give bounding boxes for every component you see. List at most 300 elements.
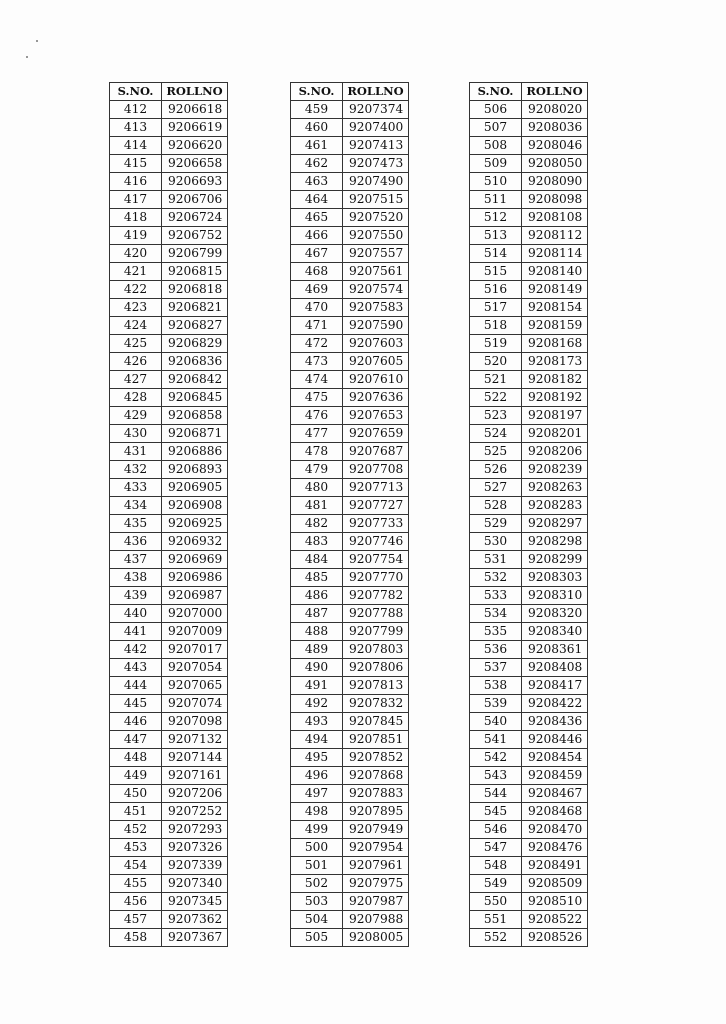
sno-cell: 484	[291, 551, 343, 569]
sno-cell: 533	[470, 587, 522, 605]
rollno-cell: 9208509	[522, 875, 588, 893]
table-row	[110, 857, 228, 875]
sno-cell: 415	[110, 155, 162, 173]
scan-speck	[36, 40, 38, 42]
rollno-cell: 9207132	[162, 731, 228, 749]
rollno-header: ROLLNO	[162, 83, 228, 101]
sno-cell: 487	[291, 605, 343, 623]
table-row	[110, 443, 228, 461]
sno-cell: 499	[291, 821, 343, 839]
rollno-cell: 9206908	[162, 497, 228, 515]
rollno-cell: 9206842	[162, 371, 228, 389]
rollno-cell: 9207161	[162, 767, 228, 785]
rollno-cell: 9208446	[522, 731, 588, 749]
rollno-cell: 9207374	[343, 101, 409, 119]
sno-cell: 514	[470, 245, 522, 263]
table-row	[110, 803, 228, 821]
sno-cell: 442	[110, 641, 162, 659]
table-row	[110, 623, 228, 641]
rollno-cell: 9207326	[162, 839, 228, 857]
table-row	[470, 137, 588, 155]
table-row	[291, 407, 409, 425]
table-body	[110, 101, 228, 947]
sno-cell: 540	[470, 713, 522, 731]
sno-cell: 511	[470, 191, 522, 209]
rollno-cell: 9206969	[162, 551, 228, 569]
table-row	[470, 155, 588, 173]
rollno-cell: 9207603	[343, 335, 409, 353]
table-row	[291, 173, 409, 191]
sno-cell: 524	[470, 425, 522, 443]
table-row	[291, 263, 409, 281]
rollno-cell: 9207806	[343, 659, 409, 677]
table-row	[470, 479, 588, 497]
table-row	[291, 227, 409, 245]
sno-cell: 509	[470, 155, 522, 173]
sno-cell: 413	[110, 119, 162, 137]
sno-cell: 529	[470, 515, 522, 533]
table-row	[470, 677, 588, 695]
table-row	[110, 911, 228, 929]
rollno-cell: 9208526	[522, 929, 588, 947]
table-row	[110, 821, 228, 839]
rollno-cell: 9207713	[343, 479, 409, 497]
rollno-header: ROLLNO	[343, 83, 409, 101]
table-row	[291, 425, 409, 443]
sno-cell: 503	[291, 893, 343, 911]
table-row	[470, 281, 588, 299]
sno-cell: 502	[291, 875, 343, 893]
sno-cell: 478	[291, 443, 343, 461]
table-row	[110, 587, 228, 605]
table-row	[110, 605, 228, 623]
sno-cell: 474	[291, 371, 343, 389]
rollno-cell: 9206815	[162, 263, 228, 281]
table-row	[470, 569, 588, 587]
rollno-cell: 9208510	[522, 893, 588, 911]
rollno-cell: 9206752	[162, 227, 228, 245]
rollno-cell: 9207813	[343, 677, 409, 695]
table-row	[470, 209, 588, 227]
table-row	[110, 497, 228, 515]
sno-cell: 479	[291, 461, 343, 479]
table-row	[470, 893, 588, 911]
rollno-cell: 9207252	[162, 803, 228, 821]
table-row	[470, 731, 588, 749]
table-row	[470, 767, 588, 785]
table-row	[470, 587, 588, 605]
sno-cell: 545	[470, 803, 522, 821]
table-row	[291, 587, 409, 605]
rollno-cell: 9208417	[522, 677, 588, 695]
rollno-cell: 9207883	[343, 785, 409, 803]
rollno-cell: 9208361	[522, 641, 588, 659]
roll-table-1	[109, 82, 228, 947]
table-row	[110, 245, 228, 263]
table-row	[291, 623, 409, 641]
rollno-cell: 9206925	[162, 515, 228, 533]
table-header-row	[110, 83, 228, 101]
rollno-cell: 9207561	[343, 263, 409, 281]
table-row	[470, 425, 588, 443]
table-row	[110, 317, 228, 335]
table-row	[291, 695, 409, 713]
table-row	[110, 713, 228, 731]
sno-cell: 436	[110, 533, 162, 551]
table-row	[291, 335, 409, 353]
rollno-cell: 9207520	[343, 209, 409, 227]
sno-cell: 520	[470, 353, 522, 371]
sno-cell: 537	[470, 659, 522, 677]
sno-cell: 519	[470, 335, 522, 353]
table-row	[470, 785, 588, 803]
rollno-cell: 9207009	[162, 623, 228, 641]
table-row	[110, 335, 228, 353]
table-row	[291, 893, 409, 911]
table-row	[291, 443, 409, 461]
sno-cell: 472	[291, 335, 343, 353]
rollno-cell: 9207054	[162, 659, 228, 677]
rollno-cell: 9208459	[522, 767, 588, 785]
sno-cell: 522	[470, 389, 522, 407]
table-row	[470, 497, 588, 515]
rollno-cell: 9207605	[343, 353, 409, 371]
rollno-cell: 9208436	[522, 713, 588, 731]
table-row	[470, 299, 588, 317]
rollno-cell: 9208036	[522, 119, 588, 137]
rollno-cell: 9207852	[343, 749, 409, 767]
rollno-cell: 9206693	[162, 173, 228, 191]
sno-cell: 546	[470, 821, 522, 839]
sno-cell: 441	[110, 623, 162, 641]
rollno-cell: 9207362	[162, 911, 228, 929]
rollno-cell: 9208320	[522, 605, 588, 623]
sno-cell: 532	[470, 569, 522, 587]
rollno-cell: 9207400	[343, 119, 409, 137]
table-row	[110, 749, 228, 767]
sno-header: S.NO.	[470, 83, 522, 101]
sno-cell: 447	[110, 731, 162, 749]
rollno-cell: 9208298	[522, 533, 588, 551]
table-row	[291, 713, 409, 731]
rollno-cell: 9206986	[162, 569, 228, 587]
sno-cell: 552	[470, 929, 522, 947]
table-row	[470, 317, 588, 335]
sno-cell: 490	[291, 659, 343, 677]
sno-cell: 439	[110, 587, 162, 605]
rollno-cell: 9206658	[162, 155, 228, 173]
sno-cell: 539	[470, 695, 522, 713]
sno-cell: 444	[110, 677, 162, 695]
table-row	[470, 119, 588, 137]
rollno-cell: 9206706	[162, 191, 228, 209]
rollno-cell: 9208297	[522, 515, 588, 533]
table-row	[470, 659, 588, 677]
table-row	[470, 263, 588, 281]
rollno-cell: 9207098	[162, 713, 228, 731]
table-row	[291, 137, 409, 155]
table-row	[291, 731, 409, 749]
sno-cell: 467	[291, 245, 343, 263]
roll-table-2	[290, 82, 409, 947]
rollno-cell: 9207754	[343, 551, 409, 569]
rollno-cell: 9207583	[343, 299, 409, 317]
sno-cell: 504	[291, 911, 343, 929]
sno-cell: 430	[110, 425, 162, 443]
sno-cell: 418	[110, 209, 162, 227]
rollno-cell: 9207473	[343, 155, 409, 173]
table-row	[110, 875, 228, 893]
table-row	[291, 533, 409, 551]
sno-cell: 414	[110, 137, 162, 155]
table-row	[470, 857, 588, 875]
rollno-cell: 9208206	[522, 443, 588, 461]
sno-cell: 475	[291, 389, 343, 407]
sno-cell: 534	[470, 605, 522, 623]
sno-cell: 550	[470, 893, 522, 911]
table-row	[470, 101, 588, 119]
rollno-cell: 9207659	[343, 425, 409, 443]
table-row	[470, 713, 588, 731]
table-row	[110, 263, 228, 281]
rollno-cell: 9208470	[522, 821, 588, 839]
table-row	[110, 371, 228, 389]
sno-cell: 469	[291, 281, 343, 299]
rollno-cell: 9207975	[343, 875, 409, 893]
table-row	[470, 875, 588, 893]
sno-cell: 476	[291, 407, 343, 425]
table-row	[110, 209, 228, 227]
sno-cell: 466	[291, 227, 343, 245]
sno-cell: 513	[470, 227, 522, 245]
rollno-cell: 9208468	[522, 803, 588, 821]
sno-cell: 488	[291, 623, 343, 641]
table-row	[291, 299, 409, 317]
table-row	[110, 227, 228, 245]
rollno-cell: 9207851	[343, 731, 409, 749]
rollno-cell: 9206858	[162, 407, 228, 425]
roll-table-3	[469, 82, 588, 947]
table-row	[470, 371, 588, 389]
sno-cell: 463	[291, 173, 343, 191]
table-row	[470, 533, 588, 551]
sno-cell: 496	[291, 767, 343, 785]
sno-cell: 438	[110, 569, 162, 587]
rollno-cell: 9206905	[162, 479, 228, 497]
sno-cell: 477	[291, 425, 343, 443]
rollno-cell: 9207574	[343, 281, 409, 299]
rollno-cell: 9206818	[162, 281, 228, 299]
scan-speck	[26, 56, 28, 58]
table-row	[110, 101, 228, 119]
sno-cell: 495	[291, 749, 343, 767]
sno-cell: 471	[291, 317, 343, 335]
rollno-cell: 9207961	[343, 857, 409, 875]
rollno-cell: 9208239	[522, 461, 588, 479]
table-row	[110, 389, 228, 407]
sno-cell: 457	[110, 911, 162, 929]
sno-cell: 498	[291, 803, 343, 821]
sno-cell: 510	[470, 173, 522, 191]
sno-cell: 531	[470, 551, 522, 569]
rollno-cell: 9206845	[162, 389, 228, 407]
table-row	[291, 857, 409, 875]
table-row	[291, 371, 409, 389]
rollno-cell: 9207788	[343, 605, 409, 623]
rollno-cell: 9208491	[522, 857, 588, 875]
table-row	[470, 605, 588, 623]
table-row	[470, 803, 588, 821]
table-row	[291, 461, 409, 479]
table-row	[291, 209, 409, 227]
table-row	[291, 245, 409, 263]
rollno-cell: 9208197	[522, 407, 588, 425]
rollno-cell: 9207832	[343, 695, 409, 713]
rollno-cell: 9208299	[522, 551, 588, 569]
table-row	[470, 335, 588, 353]
sno-cell: 458	[110, 929, 162, 947]
table-row	[470, 353, 588, 371]
rollno-cell: 9207340	[162, 875, 228, 893]
table-row	[291, 569, 409, 587]
sno-cell: 421	[110, 263, 162, 281]
table-row	[291, 875, 409, 893]
sno-cell: 543	[470, 767, 522, 785]
sno-cell: 489	[291, 641, 343, 659]
rollno-cell: 9207490	[343, 173, 409, 191]
rollno-cell: 9206987	[162, 587, 228, 605]
sno-cell: 435	[110, 515, 162, 533]
sno-cell: 412	[110, 101, 162, 119]
sno-cell: 473	[291, 353, 343, 371]
table-row	[470, 551, 588, 569]
sno-cell: 507	[470, 119, 522, 137]
rollno-cell: 9207799	[343, 623, 409, 641]
rollno-cell: 9206827	[162, 317, 228, 335]
rollno-cell: 9207949	[343, 821, 409, 839]
sno-cell: 481	[291, 497, 343, 515]
table-row	[470, 461, 588, 479]
rollno-cell: 9207017	[162, 641, 228, 659]
table-body	[470, 101, 588, 947]
table-row	[470, 839, 588, 857]
table-body	[291, 101, 409, 947]
sno-cell: 448	[110, 749, 162, 767]
rollno-cell: 9208340	[522, 623, 588, 641]
rollno-cell: 9207636	[343, 389, 409, 407]
rollno-cell: 9207708	[343, 461, 409, 479]
table-row	[110, 731, 228, 749]
rollno-cell: 9207610	[343, 371, 409, 389]
sno-cell: 528	[470, 497, 522, 515]
sno-cell: 440	[110, 605, 162, 623]
rollno-cell: 9206893	[162, 461, 228, 479]
table-row	[470, 695, 588, 713]
rollno-cell: 9207293	[162, 821, 228, 839]
table-row	[470, 749, 588, 767]
rollno-cell: 9208476	[522, 839, 588, 857]
table-row	[110, 155, 228, 173]
table-row	[110, 461, 228, 479]
sno-cell: 485	[291, 569, 343, 587]
rollno-cell: 9207339	[162, 857, 228, 875]
sno-cell: 416	[110, 173, 162, 191]
rollno-cell: 9206829	[162, 335, 228, 353]
rollno-cell: 9207987	[343, 893, 409, 911]
sno-cell: 500	[291, 839, 343, 857]
table-row	[110, 173, 228, 191]
sno-cell: 431	[110, 443, 162, 461]
rollno-cell: 9208154	[522, 299, 588, 317]
table-row	[291, 605, 409, 623]
sno-cell: 433	[110, 479, 162, 497]
table-row	[470, 173, 588, 191]
rollno-cell: 9207413	[343, 137, 409, 155]
sno-cell: 505	[291, 929, 343, 947]
rollno-cell: 9208303	[522, 569, 588, 587]
rollno-cell: 9207065	[162, 677, 228, 695]
table-row	[110, 515, 228, 533]
sno-cell: 456	[110, 893, 162, 911]
sno-cell: 423	[110, 299, 162, 317]
table-row	[291, 821, 409, 839]
sno-cell: 429	[110, 407, 162, 425]
table-row	[291, 155, 409, 173]
table-row	[110, 533, 228, 551]
table-row	[110, 767, 228, 785]
table-row	[291, 785, 409, 803]
table-row	[470, 929, 588, 947]
sno-cell: 549	[470, 875, 522, 893]
rollno-cell: 9206871	[162, 425, 228, 443]
rollno-cell: 9206932	[162, 533, 228, 551]
rollno-cell: 9206619	[162, 119, 228, 137]
sno-cell: 538	[470, 677, 522, 695]
rollno-cell: 9207687	[343, 443, 409, 461]
sno-cell: 526	[470, 461, 522, 479]
sno-cell: 470	[291, 299, 343, 317]
sno-cell: 482	[291, 515, 343, 533]
rollno-cell: 9208263	[522, 479, 588, 497]
rollno-cell: 9208283	[522, 497, 588, 515]
sno-cell: 452	[110, 821, 162, 839]
rollno-cell: 9208201	[522, 425, 588, 443]
table-row	[110, 119, 228, 137]
sno-cell: 427	[110, 371, 162, 389]
sno-header: S.NO.	[110, 83, 162, 101]
sno-cell: 420	[110, 245, 162, 263]
rollno-cell: 9207803	[343, 641, 409, 659]
sno-header: S.NO.	[291, 83, 343, 101]
sno-cell: 548	[470, 857, 522, 875]
rollno-cell: 9207770	[343, 569, 409, 587]
sno-cell: 451	[110, 803, 162, 821]
rollno-cell: 9208182	[522, 371, 588, 389]
table-header-row	[291, 83, 409, 101]
rollno-cell: 9206886	[162, 443, 228, 461]
table-header-row	[470, 83, 588, 101]
table-row	[110, 299, 228, 317]
sno-cell: 426	[110, 353, 162, 371]
sno-cell: 445	[110, 695, 162, 713]
rollno-cell: 9208310	[522, 587, 588, 605]
table-row	[291, 101, 409, 119]
rollno-cell: 9208173	[522, 353, 588, 371]
table-row	[291, 551, 409, 569]
rollno-cell: 9207000	[162, 605, 228, 623]
sno-cell: 551	[470, 911, 522, 929]
rollno-cell: 9207746	[343, 533, 409, 551]
